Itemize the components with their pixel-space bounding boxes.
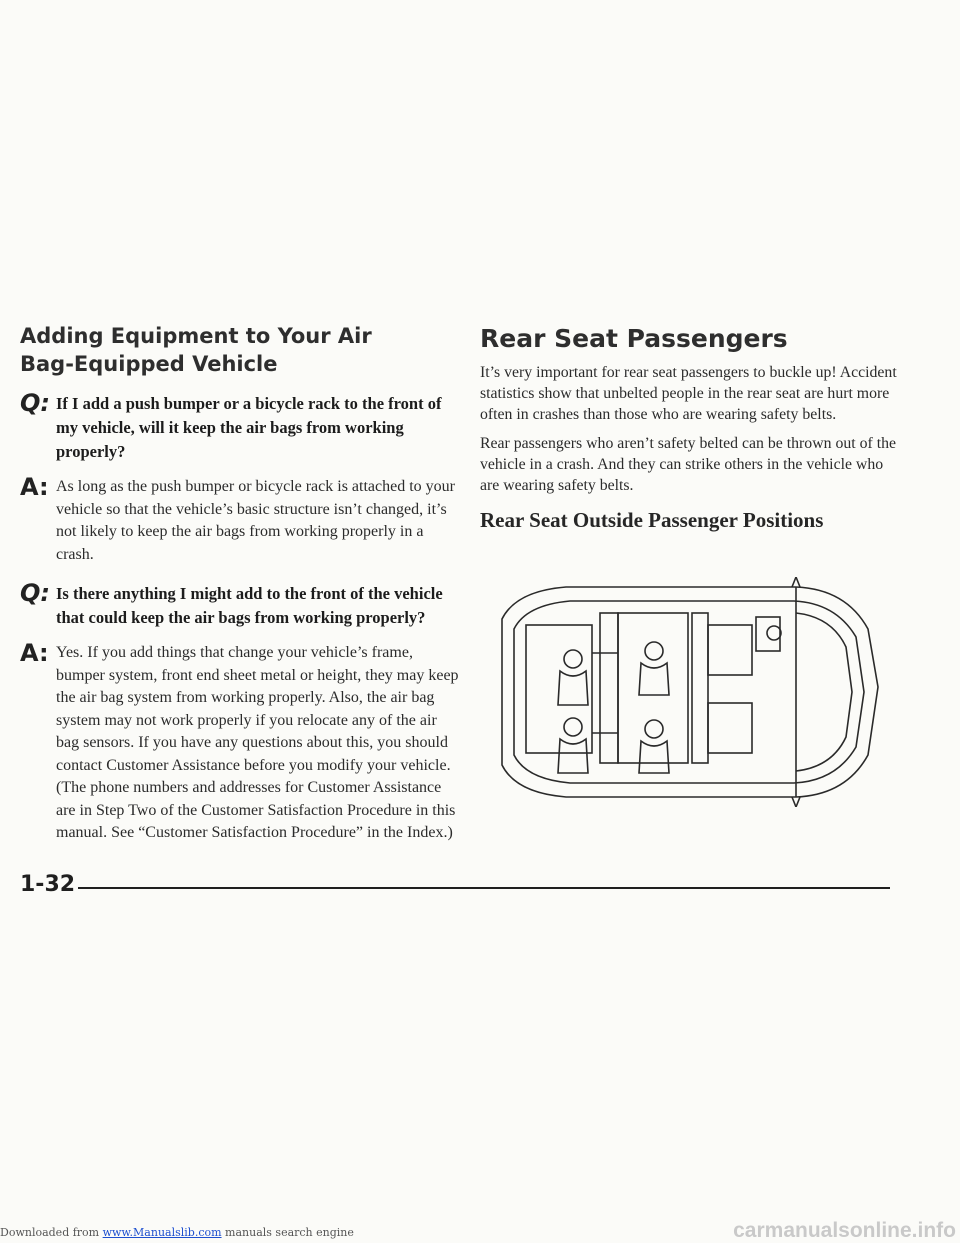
heading-line-1: Adding Equipment to Your Air: [20, 324, 372, 348]
download-prefix: Downloaded from: [0, 1226, 103, 1239]
question-1: [20, 389, 460, 464]
paragraph-thrown-out: Rear passengers who aren’t safety belted can be thrown out of the vehicle in a crash. And they can strike others in the vehicle who are wearing safety belts.: [480, 435, 896, 494]
answer-2: [20, 639, 460, 845]
download-suffix: manuals search engine: [221, 1226, 354, 1239]
footer-rule: [78, 887, 890, 889]
question-text: Is there anything I might add to the front of the vehicle that could keep the air bags from working properly?: [56, 584, 443, 627]
section-heading-adding-equipment: [20, 322, 460, 378]
answer-text: Yes. If you add things that change your vehicle’s frame, bumper system, front end sheet metal or height, they may keep the air bag system from working properly. Also, the air bag system may not work properly if you relocate any of the air bag sensors. If you have any questions about this, you should contact Customer Assistance before you modify your vehicle. (The phone numbers and addresses for Customer Assistance are in Step Two of the Customer Satisfaction Procedure in this manual. See “Customer Satisfaction Procedure” in the Index.): [56, 644, 459, 841]
paragraph-buckle-up: It’s very important for rear seat passengers to buckle up! Accident statistics show that unbelted people in the rear seat are hurt more often in crashes than those who are wearing safety belts.: [480, 364, 897, 423]
right-column: [480, 322, 900, 534]
answer-text: As long as the push bumper or bicycle rack is attached to your vehicle so that the vehicle’s basic structure isn’t changed, it’s not likely to keep the air bags from working properly in a crash.: [56, 478, 455, 563]
page-number: 1-32: [20, 872, 76, 897]
subheading-outside-positions: Rear Seat Outside Passenger Positions: [480, 508, 824, 532]
answer-1: [20, 473, 460, 566]
manualslib-link[interactable]: www.Manualslib.com: [102, 1226, 222, 1239]
heading-line-2: Bag-Equipped Vehicle: [20, 352, 278, 376]
a-mark: A:: [20, 639, 49, 667]
watermark: carmanualsonline.info: [733, 1219, 956, 1242]
section-heading-rear-seat-passengers: Rear Seat Passengers: [480, 324, 788, 353]
left-column: [20, 322, 460, 845]
q-mark: Q:: [20, 389, 50, 417]
question-text: If I add a push bumper or a bicycle rack to the front of my vehicle, will it keep the air bags from working properly?: [56, 394, 442, 461]
vehicle-seating-diagram: [496, 577, 882, 807]
a-mark: A:: [20, 473, 49, 501]
q-mark: Q:: [20, 579, 50, 607]
question-2: [20, 579, 460, 630]
